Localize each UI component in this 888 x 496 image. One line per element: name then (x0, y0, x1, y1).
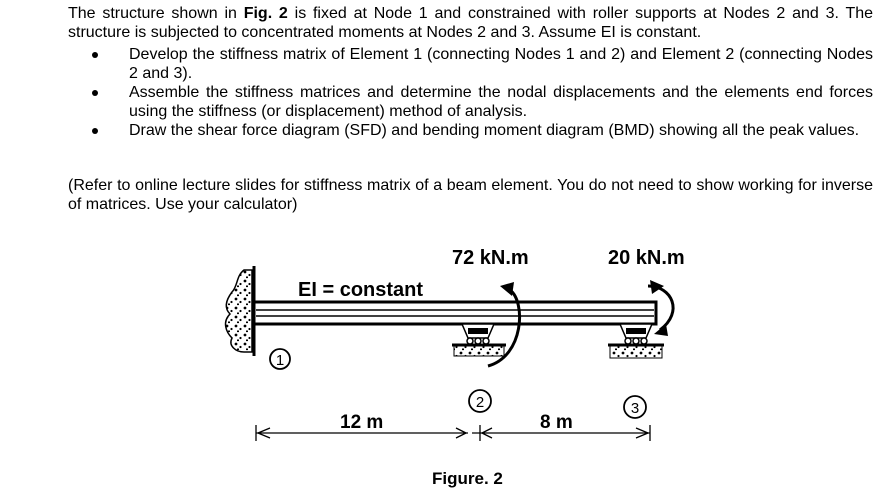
dimension-span2 (472, 412, 650, 441)
figure-reference: Fig. 2 (243, 5, 288, 22)
span1-label: 12 m (340, 412, 384, 433)
beam (254, 302, 656, 324)
ei-label: EI = constant (298, 279, 424, 301)
node-marker-1 (270, 349, 290, 369)
span2-label: 8 m (540, 412, 573, 433)
roller-support-node3 (608, 324, 664, 358)
roller-support-node2 (452, 324, 506, 356)
reference-note: (Refer to online lecture slides for stiffness matrix of a beam element. You do not need to show working for inverse of matrices. Use your calculator) (68, 177, 873, 213)
fixed-support-node1 (226, 266, 254, 356)
moment-label-node2: 72 kN.m (452, 247, 529, 269)
dimension-span1 (256, 412, 468, 441)
node-marker-2 (469, 390, 491, 412)
node-label-3: 3 (630, 400, 640, 417)
moment-label-node3: 20 kN.m (608, 247, 685, 269)
task-text: Develop the stiffness matrix of Element 1 (connecting Nodes 1 and 2) and Element 2 (connecting Nodes 2 and 3). (129, 46, 873, 82)
task-text: Assemble the stiffness matrices and determine the nodal displacements and the elements end forces using the stiffness (or displacement) method of analysis. (129, 84, 873, 120)
intro-text-start: The structure shown in (68, 5, 244, 22)
task-text: Draw the shear force diagram (SFD) and bending moment diagram (BMD) showing all the peak values. (129, 122, 860, 139)
node-label-2: 2 (475, 394, 485, 411)
intro-text-end: is fixed at Node 1 and constrained with roller supports at Nodes 2 and 3. The structure is subjected to concentrated moments at Nodes 2 and 3. Assume EI is constant. (68, 5, 874, 41)
node-label-1: 1 (275, 352, 285, 369)
node-marker-3 (624, 396, 646, 418)
figure-caption: Figure. 2 (432, 469, 503, 488)
